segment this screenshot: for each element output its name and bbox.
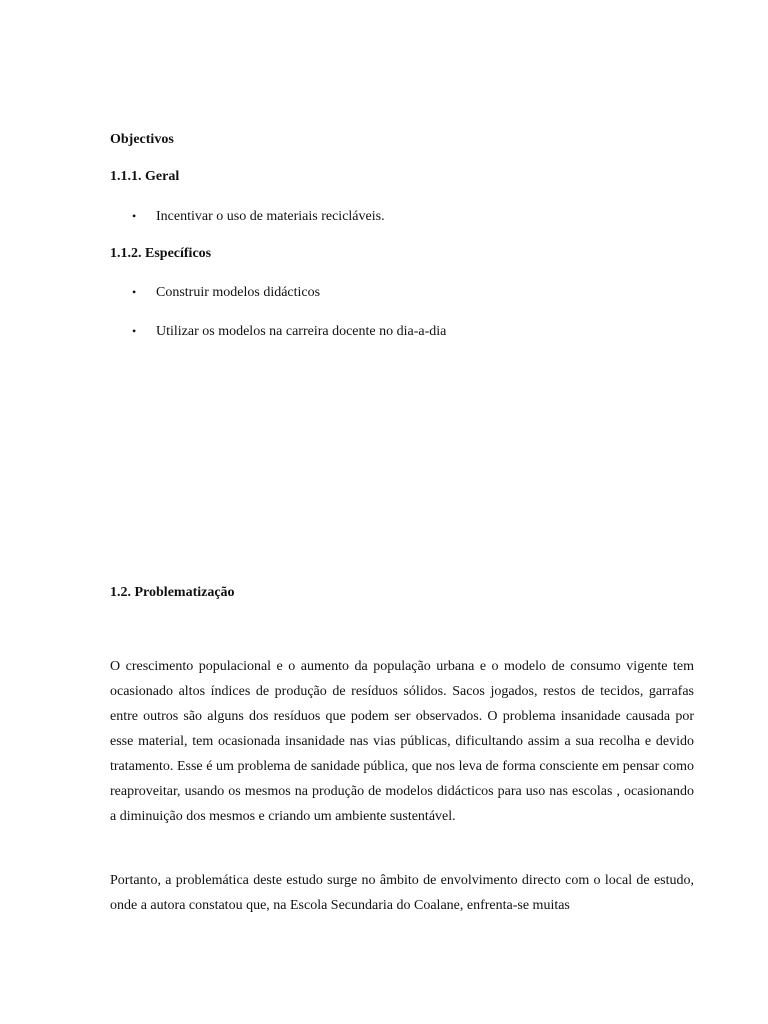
list-item [132, 208, 385, 225]
list-item [132, 323, 446, 340]
objectives-heading: Objectivos [110, 132, 174, 147]
body-paragraph: O crescimento populacional e o aumento da população urbana e o modelo de consumo vigente tem ocasionado altos índices de produção de resíduos sólidos. Sacos jogados, restos de tecidos, garrafas entre outros são alguns dos resíduos que podem ser observados. O problema insanidade causada por esse material, tem ocasionada insanidade nas vias públicas, dificultando assim a sua recolha e devido tratamento. Esse é um problema de sanidade pública, que nos leva de forma consciente em pensar como reaproveitar, usando os mesmos na produção de modelos didácticos para uso nas escolas , ocasionando a diminuição dos mesmos e criando um ambiente sustentável. [110, 659, 694, 824]
specific-item-text: Utilizar os modelos na carreira docente no dia-a-dia [156, 324, 447, 339]
bullet-icon: • [132, 324, 137, 338]
bullet-icon: • [132, 209, 137, 223]
general-item-text: Incentivar o uso de materiais recicláveis. [156, 209, 385, 224]
specific-heading: 1.1.2. Específicos [110, 246, 212, 261]
general-heading: 1.1.1. Geral [110, 169, 180, 184]
body-paragraph: Portanto, a problemática deste estudo surge no âmbito de envolvimento directo com o local de estudo, onde a autora constatou que, na Escola Secundaria do Coalane, enfrenta-se muitas [110, 873, 694, 913]
problem-heading: 1.2. Problematização [110, 585, 235, 600]
specific-item-text: Construir modelos didácticos [156, 285, 321, 300]
bullet-icon: • [132, 285, 137, 299]
list-item [132, 284, 320, 301]
